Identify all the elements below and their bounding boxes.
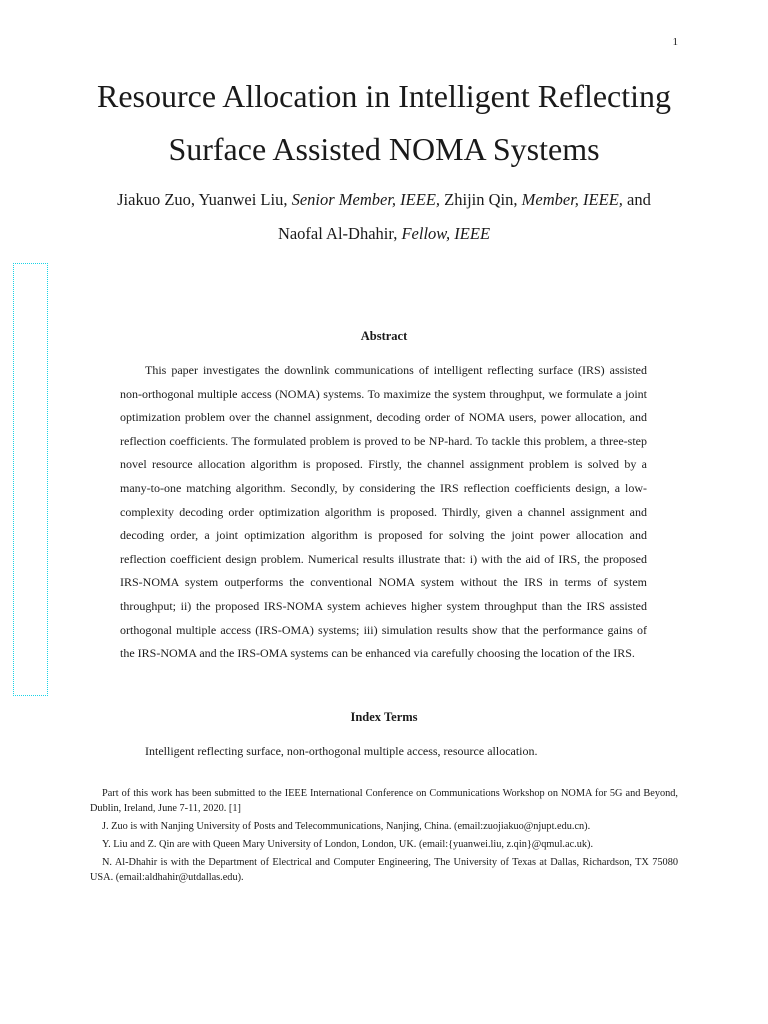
paper-title	[60, 70, 708, 176]
footnotes	[90, 787, 678, 889]
index-terms-text: Intelligent reflecting surface, non-orthogonal multiple access, resource allocation.	[145, 744, 538, 758]
footnote: N. Al-Dhahir is with the Department of Electrical and Computer Engineering, The University of Texas at Dallas, Richardson, TX 75080 USA. (email:aldhahir@utdallas.edu).	[90, 857, 678, 883]
author-list	[60, 183, 708, 251]
author-conjunction: and	[627, 190, 651, 209]
page-number: 1	[672, 36, 678, 48]
author-names: Zhijin Qin,	[444, 190, 518, 209]
hyperlink-box[interactable]	[13, 263, 48, 696]
abstract-text: This paper investigates the downlink communications of intelligent reflecting surface (IRS) assisted non-orthogonal multiple access (NOMA) systems. To maximize the system throughput, we formulate a joint optimization problem over the channel assignment, decoding order of NOMA users, power allocation, and reflection coefficients. The formulated problem is proved to be NP-hard. To tackle this problem, a three-step novel resource allocation algorithm is proposed. Firstly, the channel assignment problem is solved by a many-to-one matching algorithm. Secondly, by considering the IRS reflection coefficients design, a low-complexity decoding order optimization algorithm is proposed. Thirdly, given a channel assignment and decoding order, a joint optimization algorithm is proposed for solving the joint power allocation and reflection coefficient design problem. Numerical results illustrate that: i) with the aid of IRS, the proposed IRS-NOMA system outperforms the conventional NOMA system without the IRS in terms of system throughput; ii) the proposed IRS-NOMA system achieves higher system throughput than the IRS assisted orthogonal multiple access (IRS-OMA) systems; iii) simulation results show that the performance gains of the IRS-NOMA and the IRS-OMA systems can be enhanced via carefully choosing the location of the IRS.	[120, 363, 647, 661]
footnote: J. Zuo is with Nanjing University of Posts and Telecommunications, Nanjing, China. (email:zuojiakuo@njupt.edu.cn).	[102, 820, 591, 832]
author-title: Senior Member, IEEE,	[291, 190, 441, 209]
footnote: Part of this work has been submitted to the IEEE International Conference on Communications Workshop on NOMA for 5G and Beyond, Dublin, Ireland, June 7-11, 2020. [1]	[90, 788, 678, 814]
author-title: Fellow, IEEE	[401, 224, 491, 243]
title-line-2: Surface Assisted NOMA Systems	[168, 131, 600, 167]
footnote: Y. Liu and Z. Qin are with Queen Mary University of London, London, UK. (email:{yuanwei.liu, z.qin}@qmul.ac.uk).	[102, 838, 594, 850]
abstract-heading: Abstract	[360, 329, 408, 343]
author-names: Naofal Al-Dhahir,	[277, 224, 398, 243]
title-line-1: Resource Allocation in Intelligent Reflecting	[96, 78, 672, 114]
author-names: Jiakuo Zuo, Yuanwei Liu,	[117, 190, 288, 209]
author-line-2	[60, 217, 708, 251]
author-line-1	[60, 183, 708, 217]
author-title: Member, IEEE,	[521, 190, 623, 209]
index-terms-heading: Index Terms	[350, 710, 418, 724]
